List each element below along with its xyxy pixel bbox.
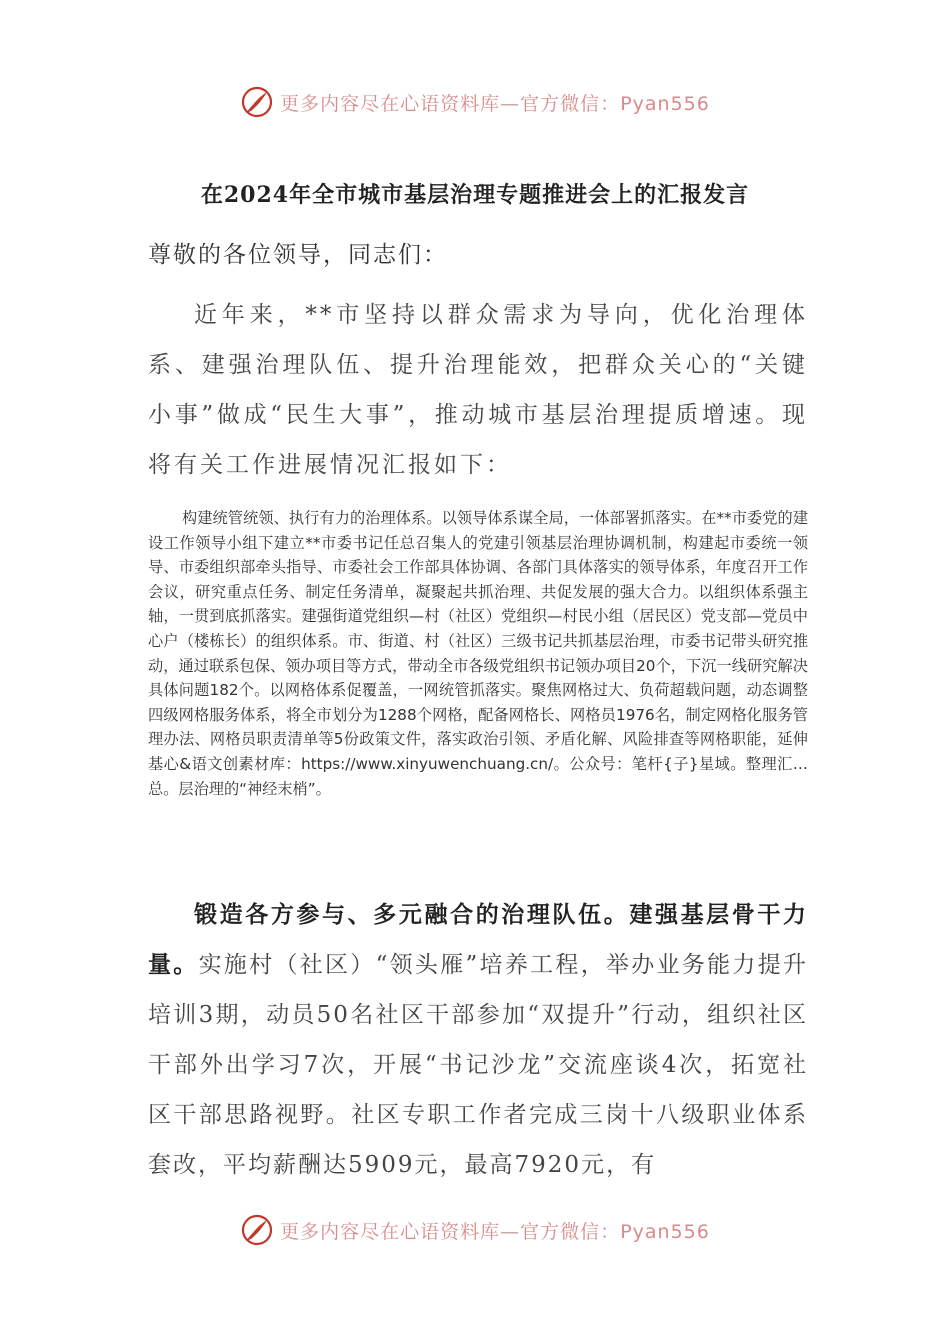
watermark-footer <box>0 1206 950 1254</box>
watermark-slogan: 更多内容尽在心语资料库 <box>280 1220 501 1243</box>
section-body: 实施村（社区）“领头雁”培养工程，举办业务能力提升培训3期，动员50名社区干部参加“双提升”行动，组织社区干部外出学习7次，开展“书记沙龙”交流座谈4次，拓宽社区干部思路视野。社区专职工作者完成三岗十八级职业体系套改，平均薪酬达5909元，最高7920元，有 <box>148 952 808 1178</box>
watermark-text <box>280 89 710 116</box>
document-title: 在2024年全市城市基层治理专题推进会上的汇报发言 <box>200 182 750 208</box>
quill-logo-icon <box>240 1213 274 1247</box>
watermark-official: 官方微信： <box>520 92 621 115</box>
watermark-official: 官方微信： <box>520 1220 621 1243</box>
section-governance-system: 构建统管统领、执行有力的治理体系。以领导体系谋全局，一体部署抓落实。在**市委党的建设工作领导小组下建立**市委书记任总召集人的党建引领基层治理协调机制，构建起市委统一领导、市委组织部牵头指导、市委社会工作部具体协调、各部门具体落实的领导体系，年度召开工作会议，研究重点任务、制定任务清单，凝聚起共抓治理、共促发展的强大合力。以组织体系强主轴，一贯到底抓落实。建强街道党组织—村（社区）党组织—村民小组（居民区）党支部—党员中心户（楼栋长）的组织体系。市、街道、村（社区）三级书记共抓基层治理，市委书记带头研究推动，通过联系包保、领办项目等方式，带动全市各级党组织书记领办项目20个，下沉一线研究解决具体问题182个。以网格体系促覆盖，一网统管抓落实。聚焦网格过大、负荷超载问题，动态调整四级网格服务体系，将全市划分为1288个网格，配备网格长、网格员1976名，制定网格化服务管理办法、网格员职责清单等5份政策文件，落实政治引领、矛盾化解、风险排查等网格职能，延伸基心&语文创素材库：https://www.xinyuwenchuang.cn/。公众号：笔杆{子}星域。整理汇…总。层治理的“神经末梢”。 <box>148 509 808 798</box>
watermark-separator: — <box>500 92 521 115</box>
watermark-text <box>280 1217 710 1244</box>
watermark-handle: Pyan556 <box>620 1220 710 1243</box>
watermark-handle: Pyan556 <box>620 92 710 115</box>
quill-logo-icon <box>240 85 274 119</box>
intro-paragraph: 近年来，**市坚持以群众需求为导向，优化治理体系、建强治理队伍、提升治理能效，把群众关心的“关键小事”做成“民生大事”，推动城市基层治理提质增速。现将有关工作进展情况汇报如下： <box>148 302 808 478</box>
section-heading: 锻造各方参与、多元融合的治理队伍。建强基层骨干力量。 <box>148 901 808 978</box>
watermark-separator: — <box>500 1220 521 1243</box>
watermark-header <box>0 78 950 126</box>
watermark-slogan: 更多内容尽在心语资料库 <box>280 92 501 115</box>
section-governance-team <box>148 890 808 1190</box>
salutation: 尊敬的各位领导，同志们： <box>148 242 448 268</box>
